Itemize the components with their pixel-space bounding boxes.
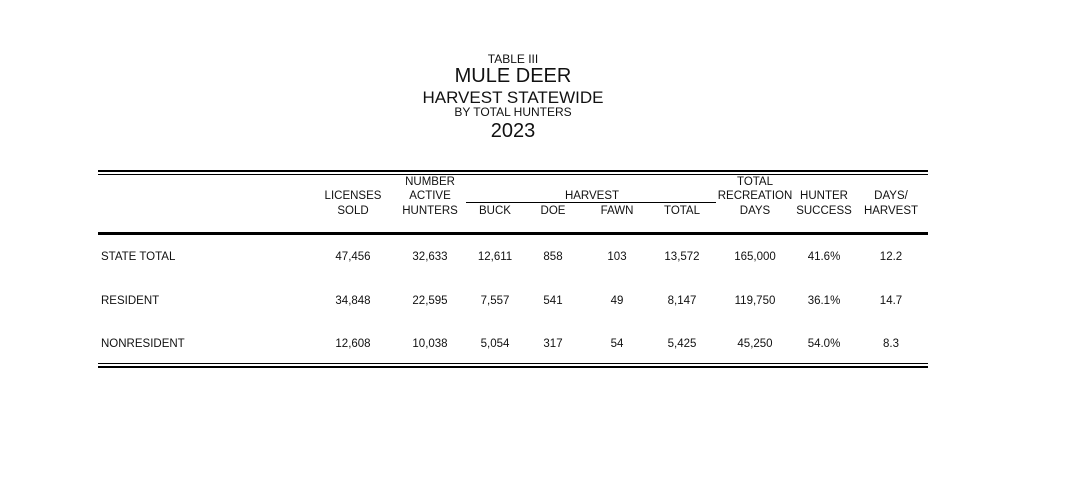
header-licenses-line1: LICENSES bbox=[324, 190, 382, 202]
table-label: TABLE III bbox=[487, 52, 539, 66]
header-daysharvest-line2: HARVEST bbox=[863, 205, 919, 217]
cell-licenses: 34,848 bbox=[335, 295, 371, 307]
header-active-line1: NUMBER bbox=[405, 176, 455, 188]
header-recdays-line1: TOTAL bbox=[737, 176, 773, 188]
cell-success: 54.0% bbox=[807, 338, 841, 350]
cell-active: 32,633 bbox=[412, 251, 448, 263]
header-daysharvest-line1: DAYS/ bbox=[874, 190, 908, 202]
bottom-rule-thin bbox=[98, 363, 928, 364]
header-bottom-rule bbox=[98, 232, 928, 235]
cell-fawn: 103 bbox=[607, 251, 627, 263]
cell-licenses: 12,608 bbox=[335, 338, 371, 350]
header-active-line2: ACTIVE bbox=[409, 190, 451, 202]
header-success-line1: HUNTER bbox=[800, 190, 848, 202]
cell-doe: 858 bbox=[543, 251, 563, 263]
cell-success: 36.1% bbox=[807, 295, 841, 307]
harvest-group-underline bbox=[466, 202, 716, 203]
header-success-line2: SUCCESS bbox=[796, 205, 852, 217]
cell-doe: 541 bbox=[543, 295, 563, 307]
row-label-nonresident: NONRESIDENT bbox=[101, 338, 185, 350]
cell-recdays: 119,750 bbox=[734, 295, 776, 307]
cell-total: 13,572 bbox=[664, 251, 700, 263]
cell-daysharvest: 8.3 bbox=[883, 338, 899, 350]
cell-total: 5,425 bbox=[667, 338, 697, 350]
header-fawn: FAWN bbox=[600, 205, 634, 217]
row-label-state-total: STATE TOTAL bbox=[101, 251, 176, 263]
cell-active: 22,595 bbox=[412, 295, 448, 307]
species-title: MULE DEER bbox=[454, 65, 572, 87]
header-recdays-line3: DAYS bbox=[739, 205, 771, 217]
cell-buck: 12,611 bbox=[477, 251, 513, 263]
header-doe: DOE bbox=[540, 205, 566, 217]
header-total: TOTAL bbox=[664, 205, 700, 217]
cell-fawn: 54 bbox=[610, 338, 624, 350]
cell-licenses: 47,456 bbox=[335, 251, 371, 263]
cell-recdays: 165,000 bbox=[734, 251, 776, 263]
top-rule-thick bbox=[98, 170, 928, 172]
cell-doe: 317 bbox=[543, 338, 563, 350]
subject-title: HARVEST STATEWIDE bbox=[422, 88, 604, 107]
cell-success: 41.6% bbox=[807, 251, 841, 263]
header-licenses-line2: SOLD bbox=[337, 205, 369, 217]
header-recdays-line2: RECREATION bbox=[717, 190, 793, 202]
header-buck: BUCK bbox=[479, 205, 511, 217]
cell-buck: 7,557 bbox=[480, 295, 510, 307]
basis-title: BY TOTAL HUNTERS bbox=[454, 105, 572, 119]
cell-active: 10,038 bbox=[412, 338, 448, 350]
header-harvest-group: HARVEST bbox=[564, 190, 620, 202]
cell-daysharvest: 12.2 bbox=[879, 251, 903, 263]
year-title: 2023 bbox=[490, 120, 536, 142]
cell-buck: 5,054 bbox=[480, 338, 510, 350]
cell-recdays: 45,250 bbox=[737, 338, 773, 350]
row-label-resident: RESIDENT bbox=[101, 295, 160, 307]
bottom-rule-thick bbox=[98, 366, 928, 368]
top-rule-thin bbox=[98, 174, 928, 175]
cell-total: 8,147 bbox=[667, 295, 697, 307]
cell-fawn: 49 bbox=[610, 295, 624, 307]
cell-daysharvest: 14.7 bbox=[879, 295, 903, 307]
header-active-line3: HUNTERS bbox=[402, 205, 458, 217]
